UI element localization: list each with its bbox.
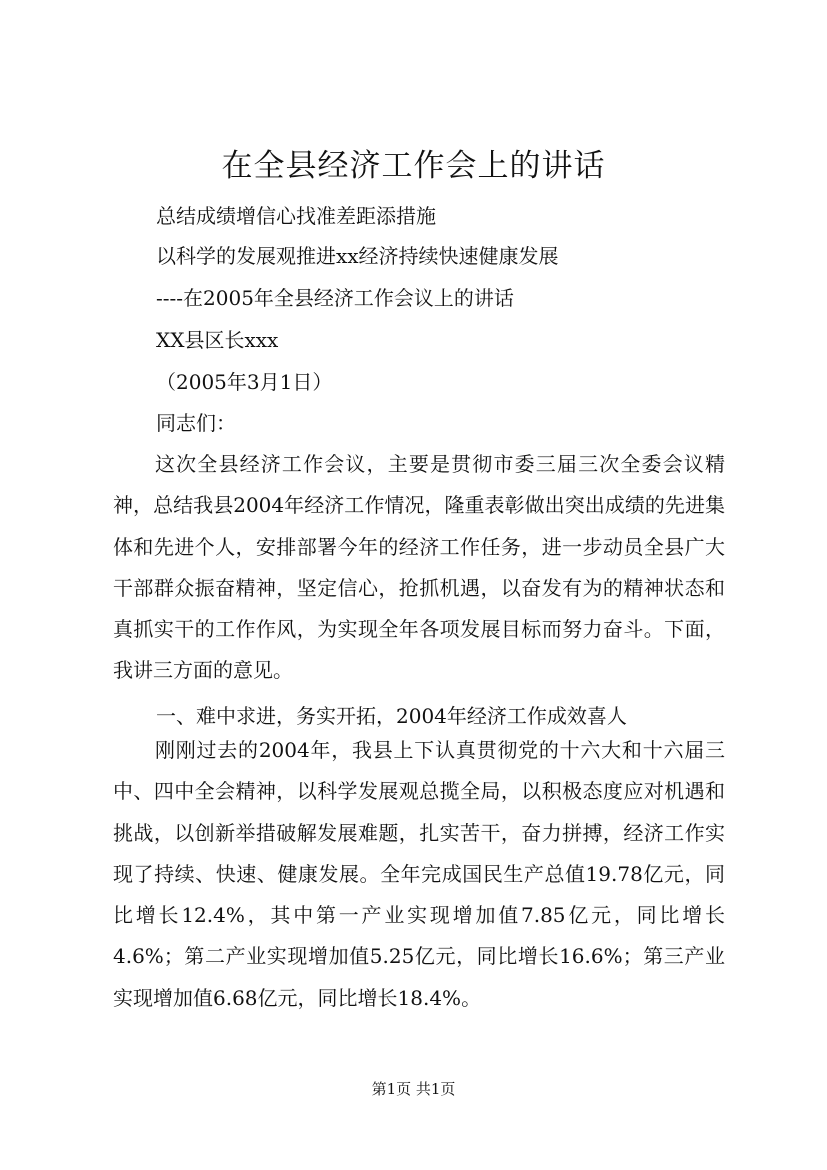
date-line: （2005年3月1日）	[156, 370, 333, 394]
subtitle-line-3: ----在2005年全县经济工作会议上的讲话	[156, 286, 514, 310]
paragraph-2: 刚刚过去的2004年，我县上下认真贯彻党的十六大和十六届三中、四中全会精神，以科学发展观总揽全局，以积极态度应对机遇和挑战，以创新举措破解发展难题，扎实苦干，奋力拼搏，经济工作实现了持续、快速、健康发展。全年完成国民生产总值19.78亿元，同比增长12.4%，其中第一产业实现增加值7.85亿元，同比增长4.6%；第二产业实现增加值5.25亿元，同比增长16.6%；第三产业实现增加值6.68亿元，同比增长18.4%。	[113, 738, 725, 1010]
document-title: 在全县经济工作会上的讲话	[221, 148, 606, 184]
subtitle-line-1: 总结成绩增信心找准差距添措施	[156, 204, 436, 228]
paragraph-1: 这次全县经济工作会议，主要是贯彻市委三届三次全委会议精神，总结我县2004年经济工作情况，隆重表彰做出突出成绩的先进集体和先进个人，安排部署今年的经济工作任务，进一步动员全县广大干部群众振奋精神，坚定信心，抢抓机遇，以奋发有为的精神状态和真抓实干的工作作风，为实现全年各项发展目标而努力奋斗。下面，我讲三方面的意见。	[113, 452, 725, 683]
page-footer: 第1页 共1页	[371, 1080, 456, 1098]
greeting: 同志们：	[156, 411, 236, 435]
speaker-line: XX县区长xxx	[156, 328, 279, 352]
section-heading-1: 一、难中求进，务实开拓，2004年经济工作成效喜人	[156, 704, 627, 728]
subtitle-line-2: 以科学的发展观推进xx经济持续快速健康发展	[156, 244, 559, 268]
